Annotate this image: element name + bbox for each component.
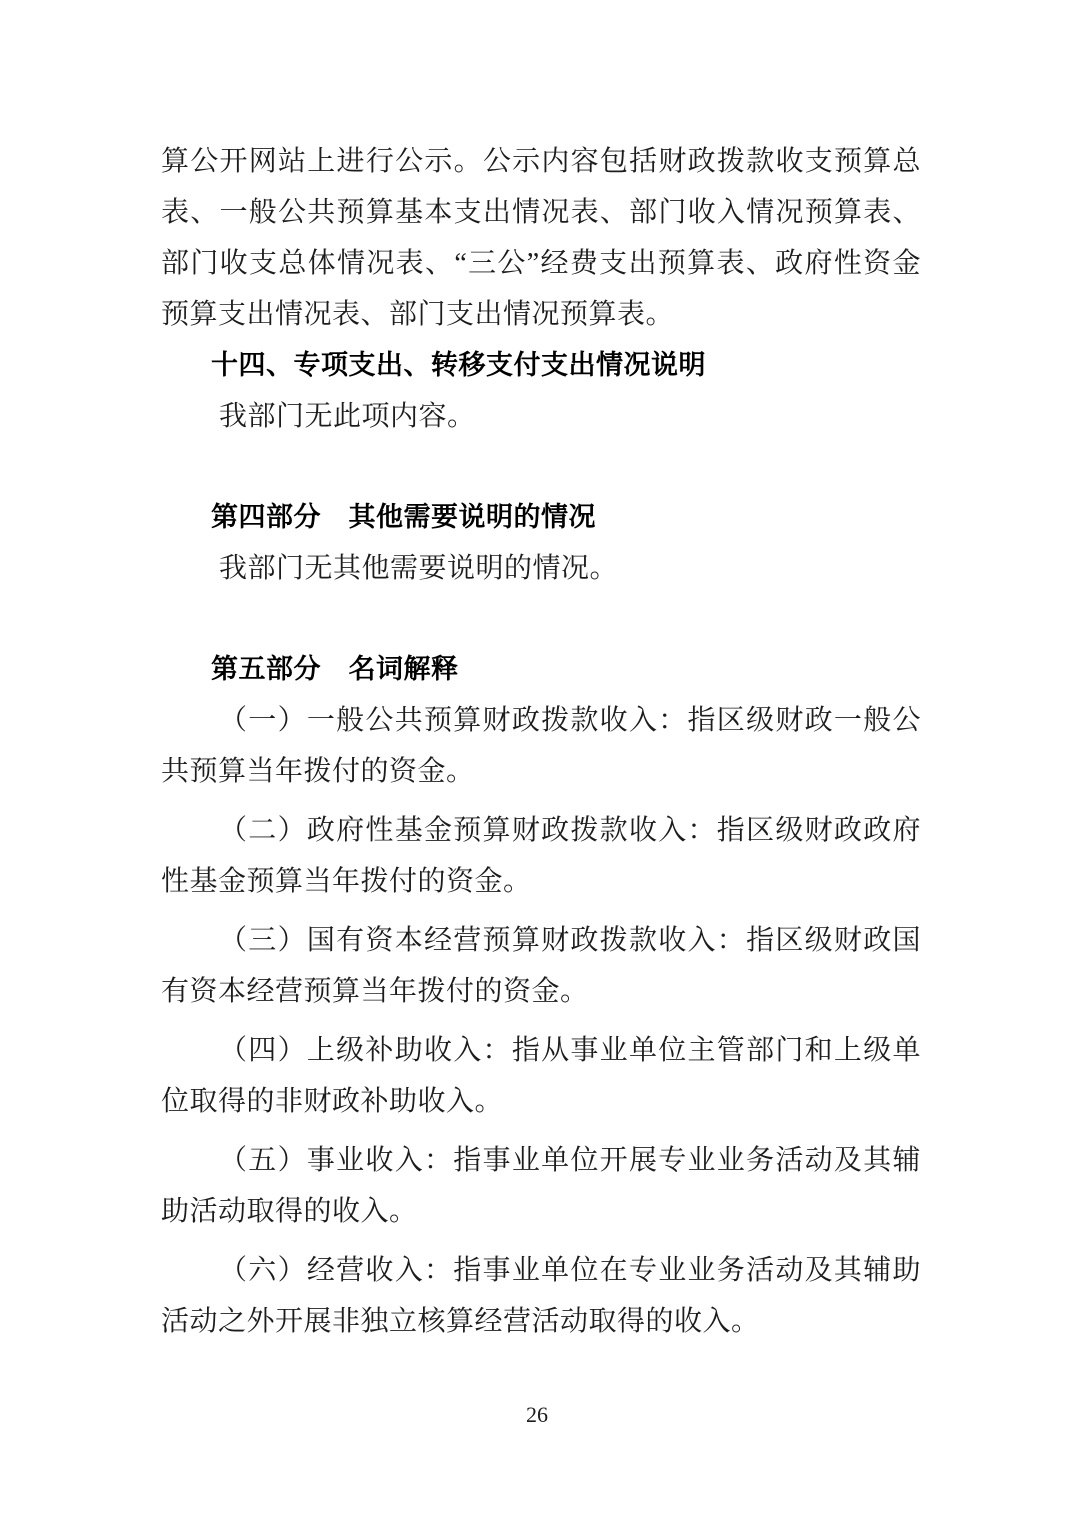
paragraph-part-4-body: 我部门无其他需要说明的情况。 xyxy=(219,553,619,584)
definition-item-3: （三）国有资本经营预算财政拨款收入：指区级财政国有资本经营预算当年拨付的资金。 xyxy=(161,925,921,1007)
page-number: 26 xyxy=(526,1402,548,1427)
heading-part-5: 第五部分 名词解释 xyxy=(211,654,459,684)
definition-item-4: （四）上级补助收入：指从事业单位主管部门和上级单位取得的非财政补助收入。 xyxy=(161,1035,921,1117)
heading-part-4: 第四部分 其他需要说明的情况 xyxy=(211,502,596,532)
heading-section-14: 十四、专项支出、转移支付支出情况说明 xyxy=(211,350,706,380)
definition-item-2: （二）政府性基金预算财政拨款收入：指区级财政政府性基金预算当年拨付的资金。 xyxy=(161,815,921,897)
paragraph-public-disclosure-continued: 算公开网站上进行公示。公示内容包括财政拨款收支预算总表、一般公共预算基本支出情况表、部门收入情况预算表、部门收支总体情况表、“三公”经费支出预算表、政府性资金预算支出情况表、部门支出情况预算表。 xyxy=(161,146,921,330)
paragraph-section-14-body: 我部门无此项内容。 xyxy=(219,401,476,432)
page-content xyxy=(161,136,921,1347)
page-footer xyxy=(0,1400,1074,1430)
definition-item-1: （一）一般公共预算财政拨款收入：指区级财政一般公共预算当年拨付的资金。 xyxy=(161,705,921,787)
definition-item-5: （五）事业收入：指事业单位开展专业业务活动及其辅助活动取得的收入。 xyxy=(161,1145,921,1227)
definition-item-6: （六）经营收入：指事业单位在专业业务活动及其辅助活动之外开展非独立核算经营活动取得的收入。 xyxy=(161,1255,921,1337)
